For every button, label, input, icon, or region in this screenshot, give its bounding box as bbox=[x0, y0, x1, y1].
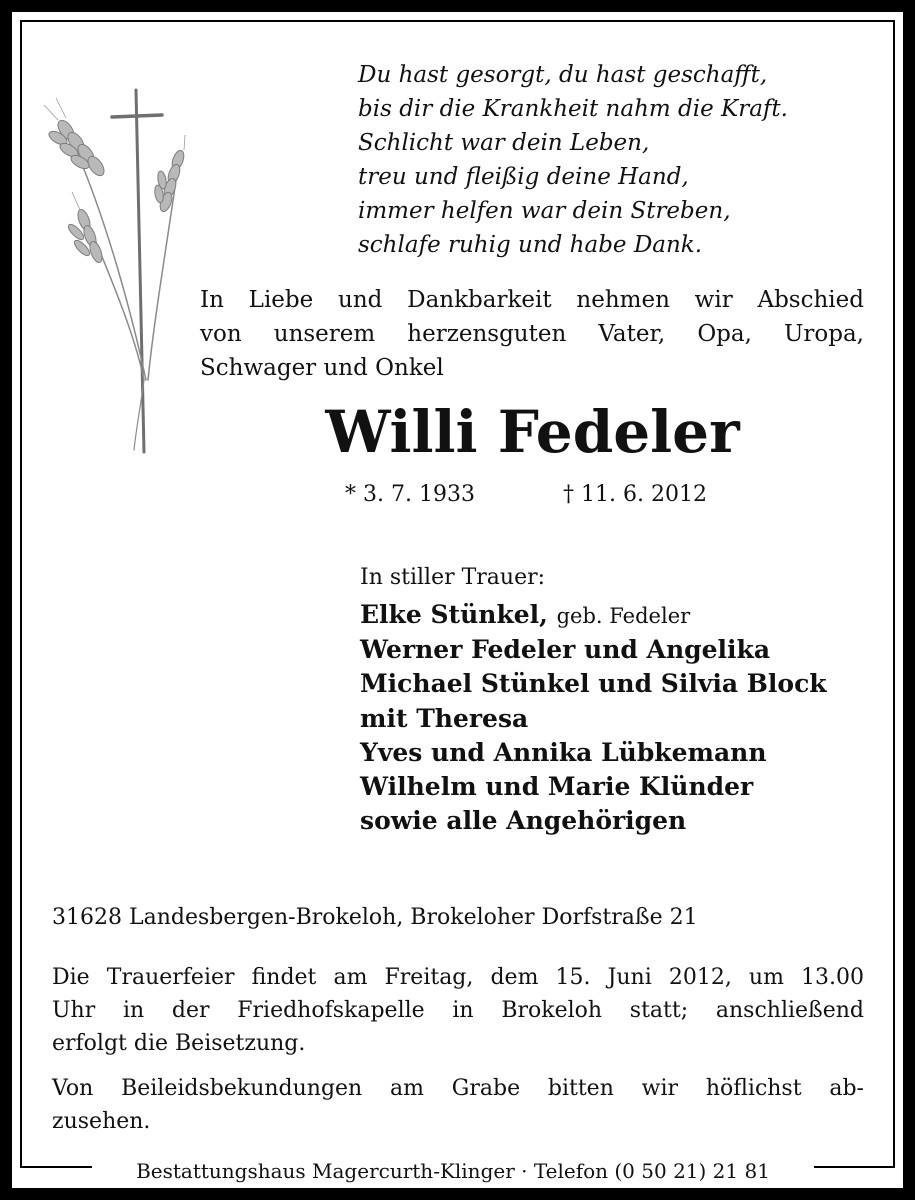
intro-line: von unserem herzensguten Vater, Opa, Uropa, bbox=[200, 321, 864, 347]
funeral-home-footer: Bestattungshaus Magercurth-Klinger · Telefon (0 50 21) 21 81 bbox=[92, 1156, 814, 1186]
mourner-line bbox=[360, 598, 827, 633]
intro-line: In Liebe und Dankbarkeit nehmen wir Abschied bbox=[200, 287, 864, 313]
info-line: erfolgt die Beisetzung. bbox=[52, 1031, 306, 1056]
poem-line: bis dir die Krankheit nahm die Kraft. bbox=[358, 96, 788, 122]
info-line: Die Trauerfeier findet am Freitag, dem 15. Juni 2012, um 13.00 bbox=[52, 965, 864, 990]
poem-line: treu und fleißig deine Hand, bbox=[358, 164, 689, 190]
mourning-label: In stiller Trauer: bbox=[360, 565, 546, 590]
death-date: † 11. 6. 2012 bbox=[563, 482, 707, 507]
maiden-name-note: geb. Fedeler bbox=[556, 604, 691, 628]
poem-line: immer helfen war dein Streben, bbox=[358, 198, 731, 224]
info-line: Uhr in der Friedhofskapelle in Brokeloh statt; anschließend bbox=[52, 998, 864, 1023]
mourners-list bbox=[360, 598, 827, 838]
info-line: Von Beileidsbekundungen am Grabe bitten wir höflichst ab- bbox=[52, 1076, 864, 1101]
mourner-line: Michael Stünkel und Silvia Block bbox=[360, 669, 827, 699]
birth-date: * 3. 7. 1933 bbox=[345, 482, 475, 507]
mourner-line: Wilhelm und Marie Klünder bbox=[360, 772, 754, 802]
mourner-line: sowie alle Angehörigen bbox=[360, 806, 687, 836]
deceased-name: Willi Fedeler bbox=[325, 398, 740, 466]
family-address: 31628 Landesbergen-Brokeloh, Brokeloher Dorfstraße 21 bbox=[52, 905, 698, 930]
mourner-name: Elke Stünkel, bbox=[360, 600, 548, 629]
condolence-info bbox=[52, 1072, 864, 1138]
intro-line: Schwager und Onkel bbox=[200, 355, 444, 381]
farewell-intro bbox=[200, 283, 864, 385]
poem-line: Schlicht war dein Leben, bbox=[358, 130, 650, 156]
poem-line: schlafe ruhig und habe Dank. bbox=[358, 232, 703, 258]
funeral-info bbox=[52, 961, 864, 1060]
mourner-line: Yves und Annika Lübkemann bbox=[360, 737, 767, 767]
poem-line: Du hast gesorgt, du hast geschafft, bbox=[358, 62, 768, 88]
poem bbox=[358, 58, 878, 262]
mourner-line: mit Theresa bbox=[360, 703, 529, 733]
info-line: zusehen. bbox=[52, 1109, 151, 1134]
mourner-line: Werner Fedeler und Angelika bbox=[360, 635, 771, 665]
